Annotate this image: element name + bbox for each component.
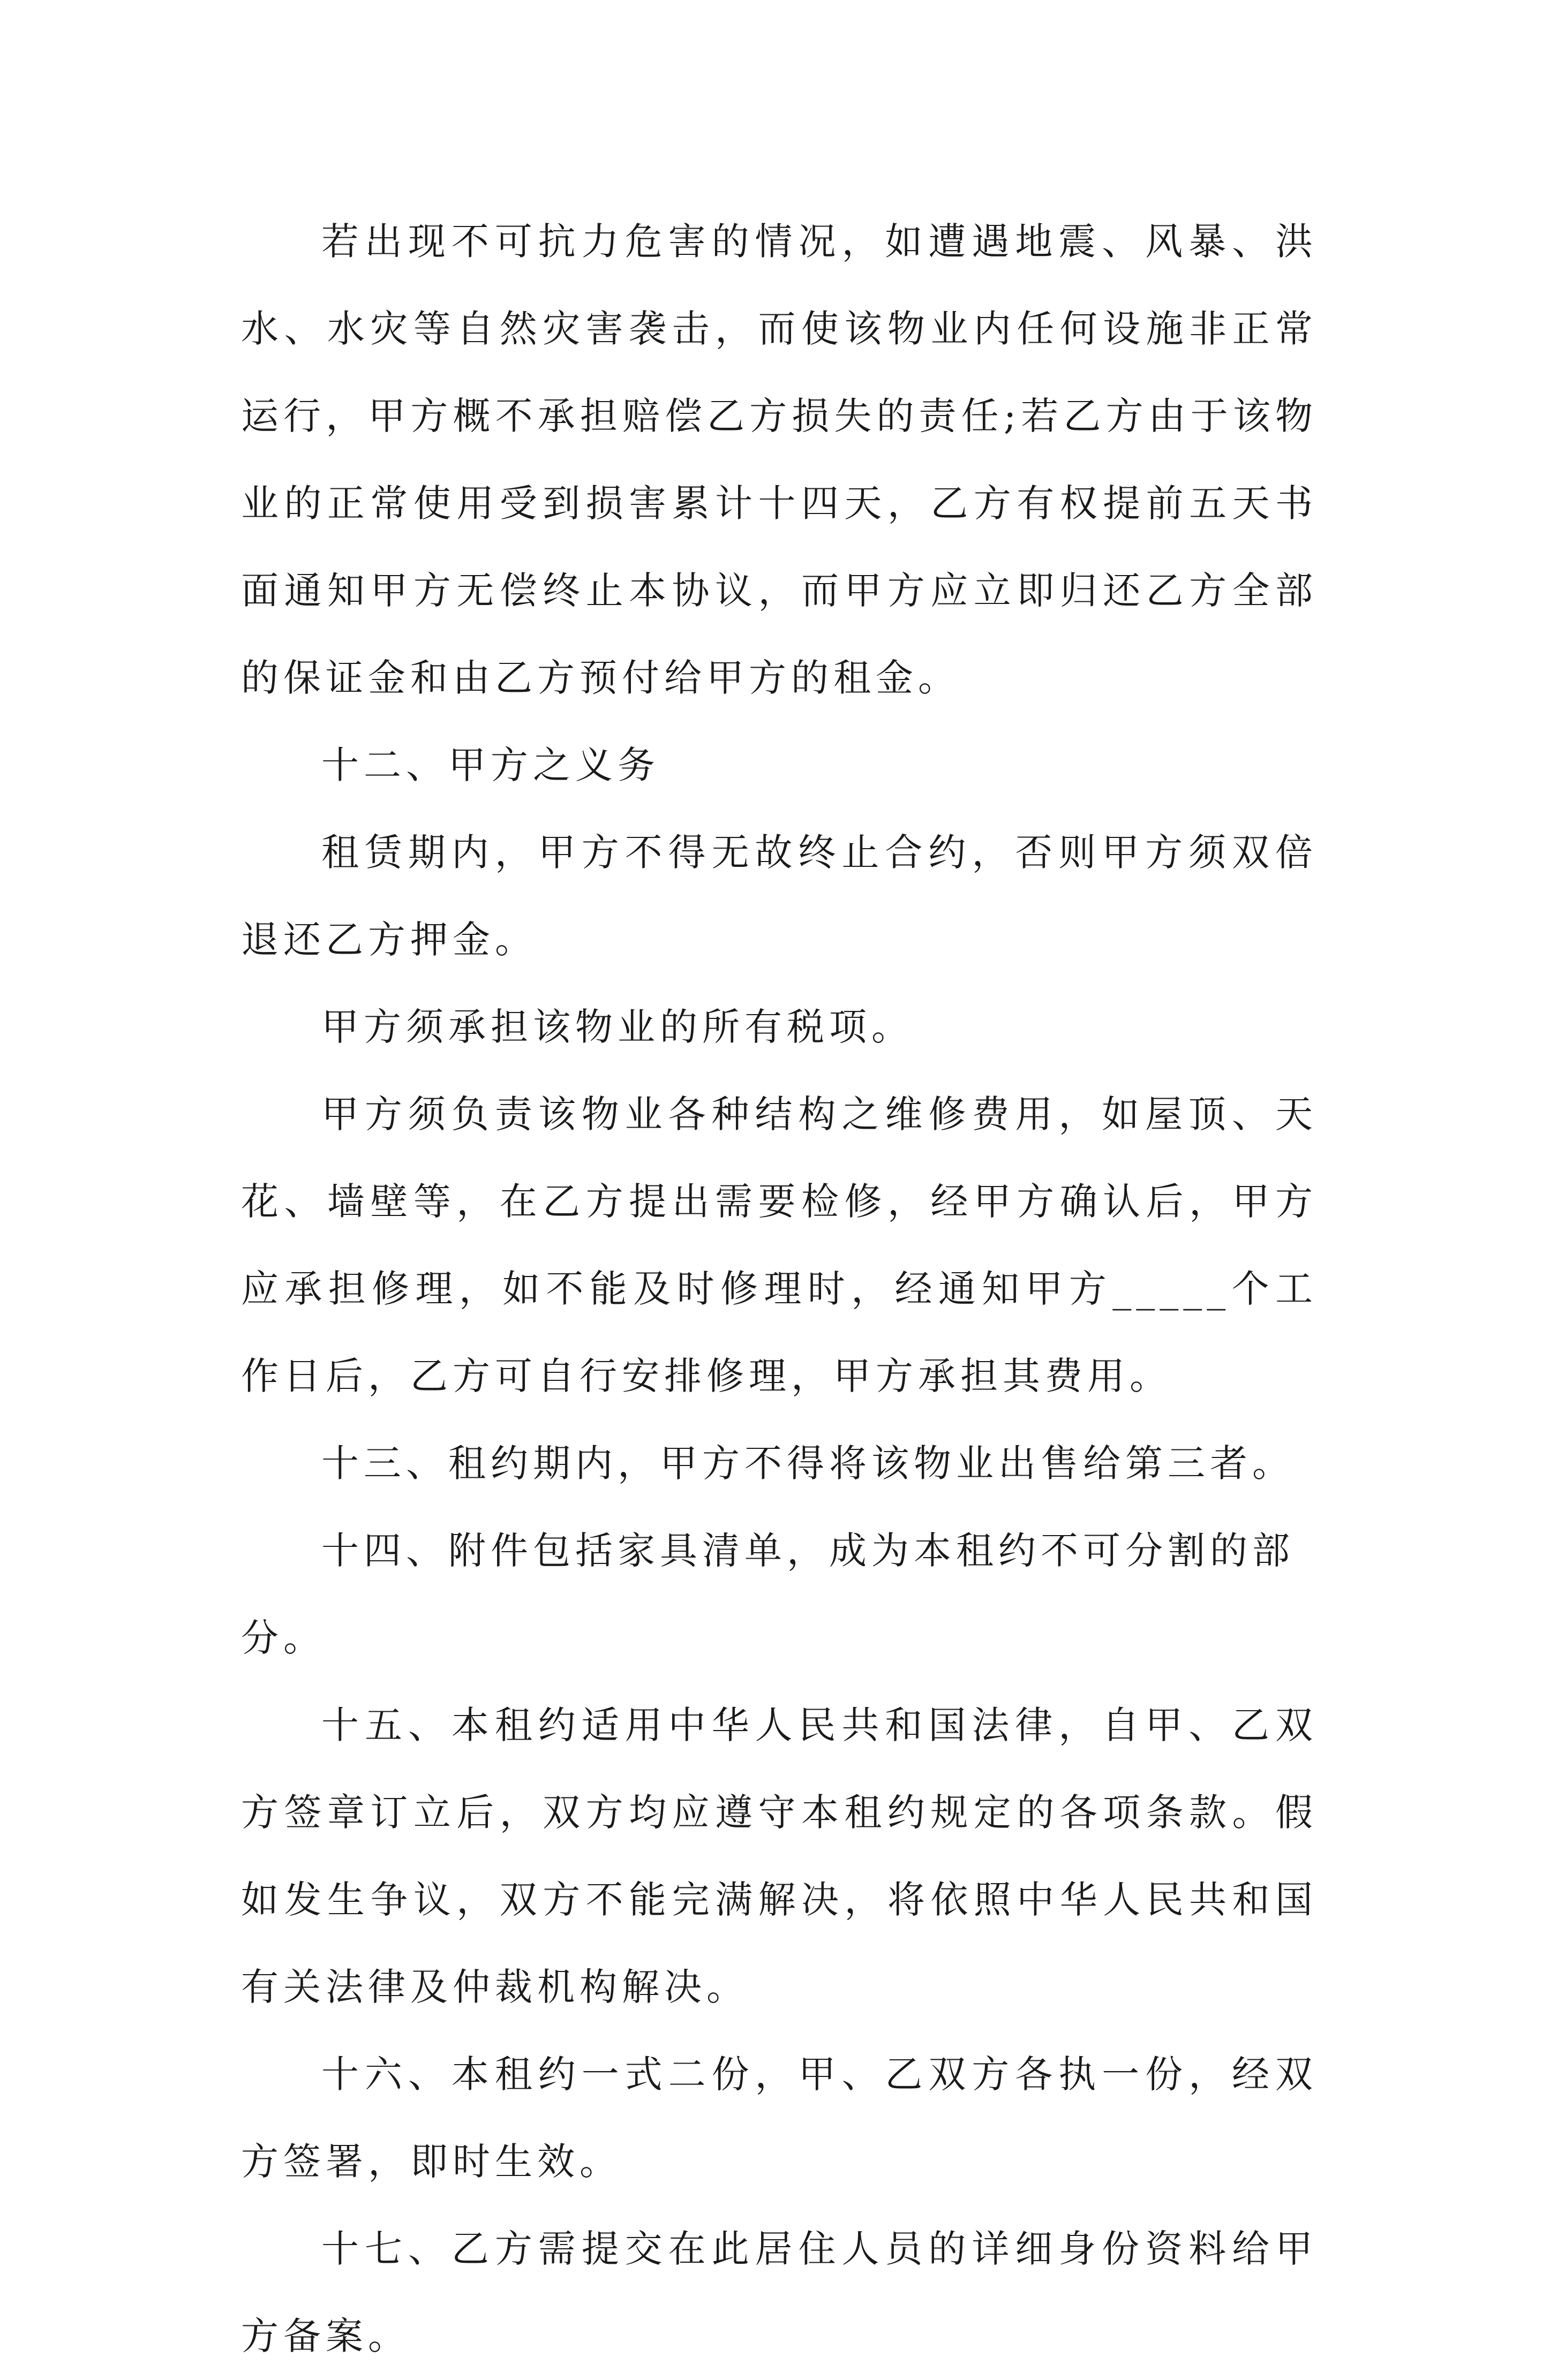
document-page xyxy=(241,198,1318,2380)
paragraph-clause-13: 十三、租约期内，甲方不得将该物业出售给第三者。 xyxy=(321,1441,1295,1485)
paragraph-taxes: 甲方须承担该物业的所有税项。 xyxy=(321,1005,914,1049)
paragraph-clause-16: 十六、本租约一式二份，甲、乙双方各执一份，经双方签署，即时生效。 xyxy=(241,2052,1318,2183)
paragraph-force-majeure: 若出现不可抗力危害的情况，如遭遇地震、风暴、洪水、水灾等自然灾害袭击，而使该物业内任何设施非正常运行，甲方概不承担赔偿乙方损失的责任;若乙方由于该物业的正常使用受到损害累计十四天，乙方有权提前五天书面通知甲方无偿终止本协议，而甲方应立即归还乙方全部的保证金和由乙方预付给甲方的租金。 xyxy=(241,220,1318,700)
paragraph-clause-17: 十七、乙方需提交在此居住人员的详细身份资料给甲方备案。 xyxy=(241,2227,1318,2358)
paragraph-repairs: 甲方须负责该物业各种结构之维修费用，如屋顶、天花、墙壁等，在乙方提出需要检修，经甲方确认后，甲方应承担修理，如不能及时修理时，经通知甲方_____个工作日后，乙方可自行安排修理，甲方承担其费用。 xyxy=(241,1092,1318,1398)
paragraph-clause-14: 十四、附件包括家具清单，成为本租约不可分割的部分。 xyxy=(241,1529,1295,1660)
heading-clause-12: 十二、甲方之义务 xyxy=(321,743,660,787)
paragraph-no-termination: 租赁期内，甲方不得无故终止合约，否则甲方须双倍退还乙方押金。 xyxy=(241,830,1318,962)
paragraph-clause-15: 十五、本租约适用中华人民共和国法律，自甲、乙双方签章订立后，双方均应遵守本租约规定的各项条款。假如发生争议，双方不能完满解决，将依照中华人民共和国有关法律及仲裁机构解决。 xyxy=(241,1703,1318,2009)
